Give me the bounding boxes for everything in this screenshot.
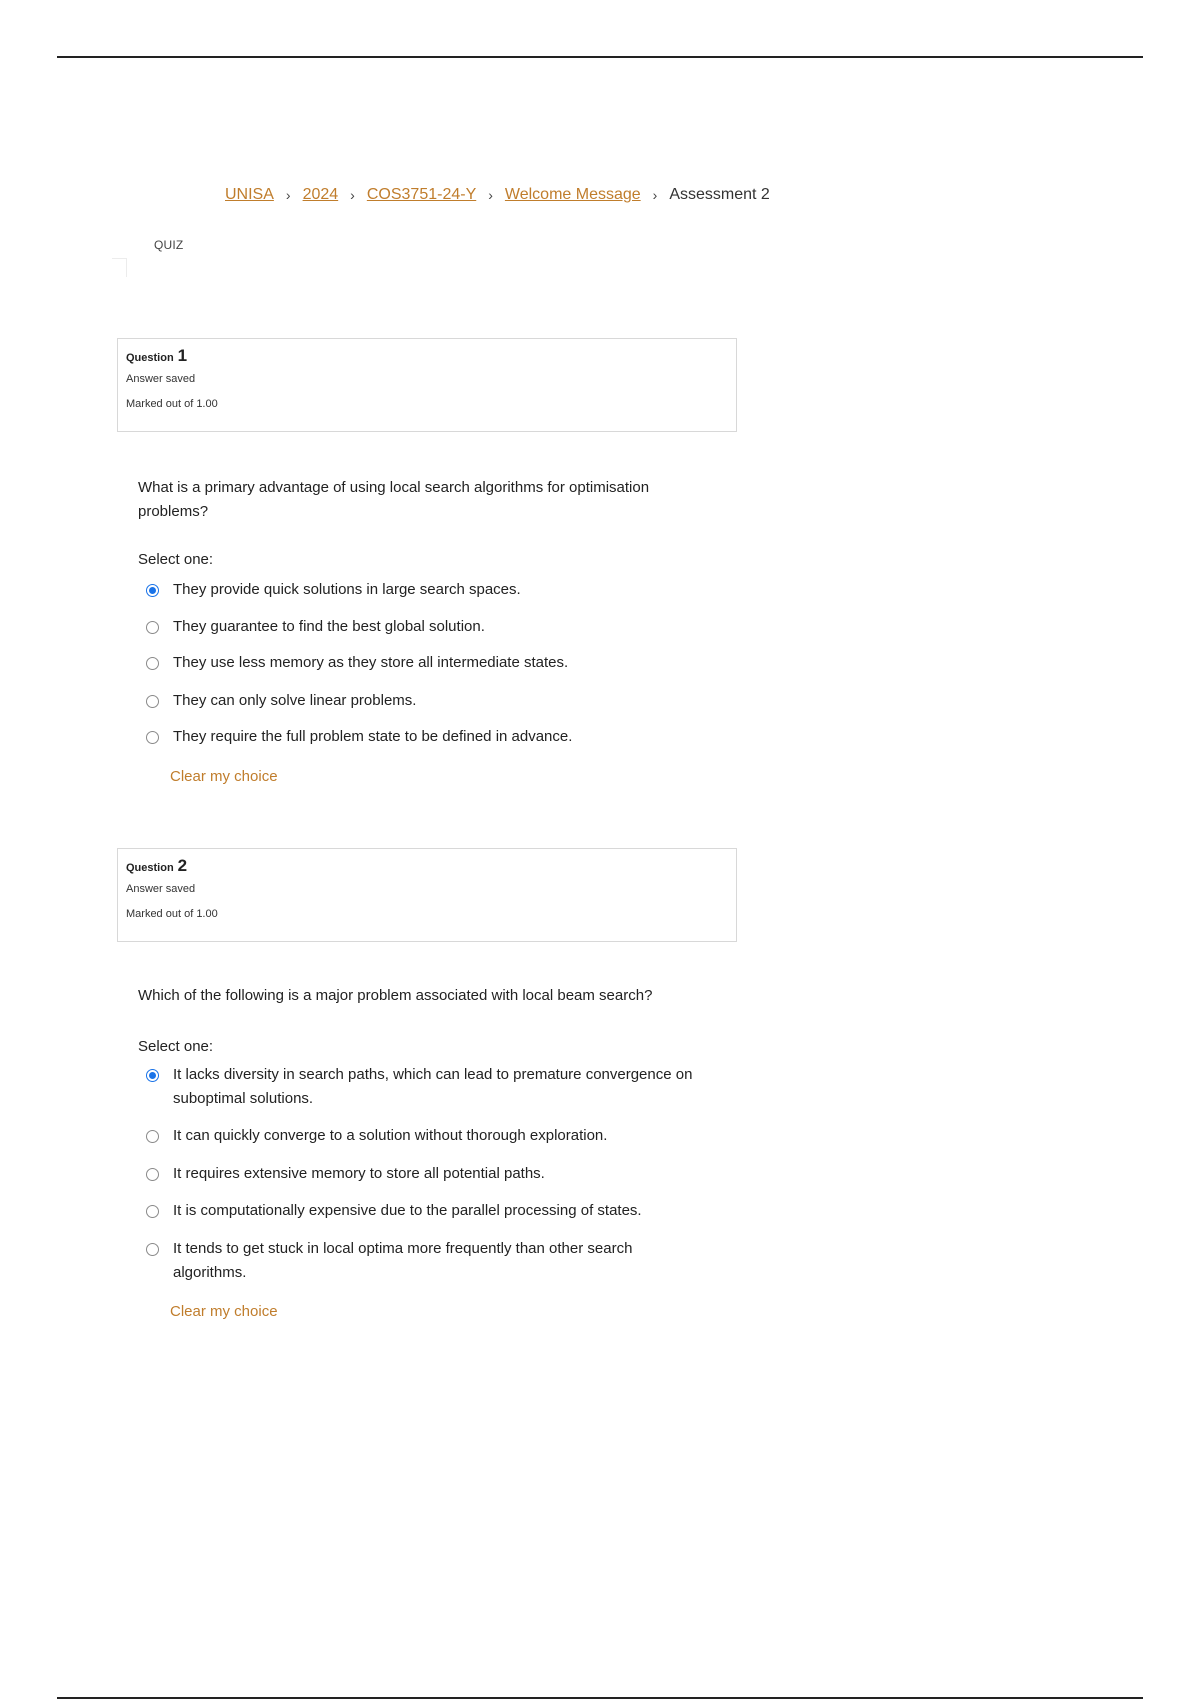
answer-option-text: They provide quick solutions in large search spaces. [173,581,521,598]
answer-option-text: It tends to get stuck in local optima more frequently than other search algorithms. [173,1240,633,1281]
question-label: Question [126,352,174,364]
question-grade: Marked out of 1.00 [126,908,218,920]
question-number-value: 1 [177,346,188,365]
answer-option[interactable] [146,1199,706,1223]
breadcrumb-current: Assessment 2 [669,186,770,203]
answer-option-text: They use less memory as they store all intermediate states. [173,654,569,671]
answer-option-text: It requires extensive memory to store all potential paths. [173,1165,545,1182]
breadcrumb [225,186,770,204]
chevron-right-icon: › [350,187,355,203]
answer-option-text: It lacks diversity in search paths, which can lead to premature convergence on suboptimal solutions. [173,1066,693,1107]
radio-button[interactable] [146,657,159,670]
radio-button-selected[interactable] [146,584,159,597]
radio-button-selected[interactable] [146,1069,159,1082]
chevron-right-icon: › [652,187,658,203]
radio-button[interactable] [146,1168,159,1181]
chevron-right-icon: › [285,187,291,203]
breadcrumb-link-welcome[interactable]: Welcome Message [504,186,641,203]
answer-option-text: They guarantee to find the best global solution. [173,618,485,635]
top-divider [57,56,1143,58]
question-info-box [117,848,737,942]
clear-choice-link[interactable]: Clear my choice [170,768,278,785]
breadcrumb-link-course[interactable]: COS3751-24-Y [366,186,477,203]
answer-option-text: It can quickly converge to a solution without thorough exploration. [173,1127,608,1144]
answer-option[interactable] [146,578,706,602]
radio-button[interactable] [146,1130,159,1143]
question-state: Answer saved [126,883,196,895]
select-one-prompt: Select one: [138,1038,214,1055]
answer-option[interactable] [146,651,706,675]
radio-button[interactable] [146,1243,159,1256]
question-text: What is a primary advantage of using local search algorithms for optimisation problems? [138,479,650,520]
answer-option[interactable] [146,725,706,749]
clear-choice-link[interactable]: Clear my choice [170,1303,278,1320]
question-number [126,857,728,877]
question-state: Answer saved [126,373,196,385]
answer-option[interactable] [146,1237,706,1285]
quiz-icon [112,258,127,277]
answer-option[interactable] [146,1063,706,1111]
question-info-box [117,338,737,432]
radio-button[interactable] [146,731,159,744]
answer-option[interactable] [146,1162,706,1186]
answer-option[interactable] [146,689,706,713]
question-text: Which of the following is a major problem associated with local beam search? [138,987,653,1004]
question-grade: Marked out of 1.00 [126,398,218,410]
radio-button[interactable] [146,695,159,708]
radio-button[interactable] [146,1205,159,1218]
answer-option[interactable] [146,1124,706,1148]
question-number [126,347,728,367]
answer-option-text: They require the full problem state to be defined in advance. [173,728,573,745]
breadcrumb-link-year[interactable]: 2024 [302,186,339,203]
radio-button[interactable] [146,621,159,634]
answer-option-text: They can only solve linear problems. [173,692,417,709]
select-one-prompt: Select one: [138,551,214,568]
answer-option-text: It is computationally expensive due to the parallel processing of states. [173,1202,642,1219]
answer-option[interactable] [146,615,706,639]
bottom-divider [57,1697,1143,1699]
question-label: Question [126,862,174,874]
activity-type-label: QUIZ [154,238,184,252]
breadcrumb-link-unisa[interactable]: UNISA [225,186,274,203]
question-number-value: 2 [177,856,188,875]
chevron-right-icon: › [488,187,493,203]
